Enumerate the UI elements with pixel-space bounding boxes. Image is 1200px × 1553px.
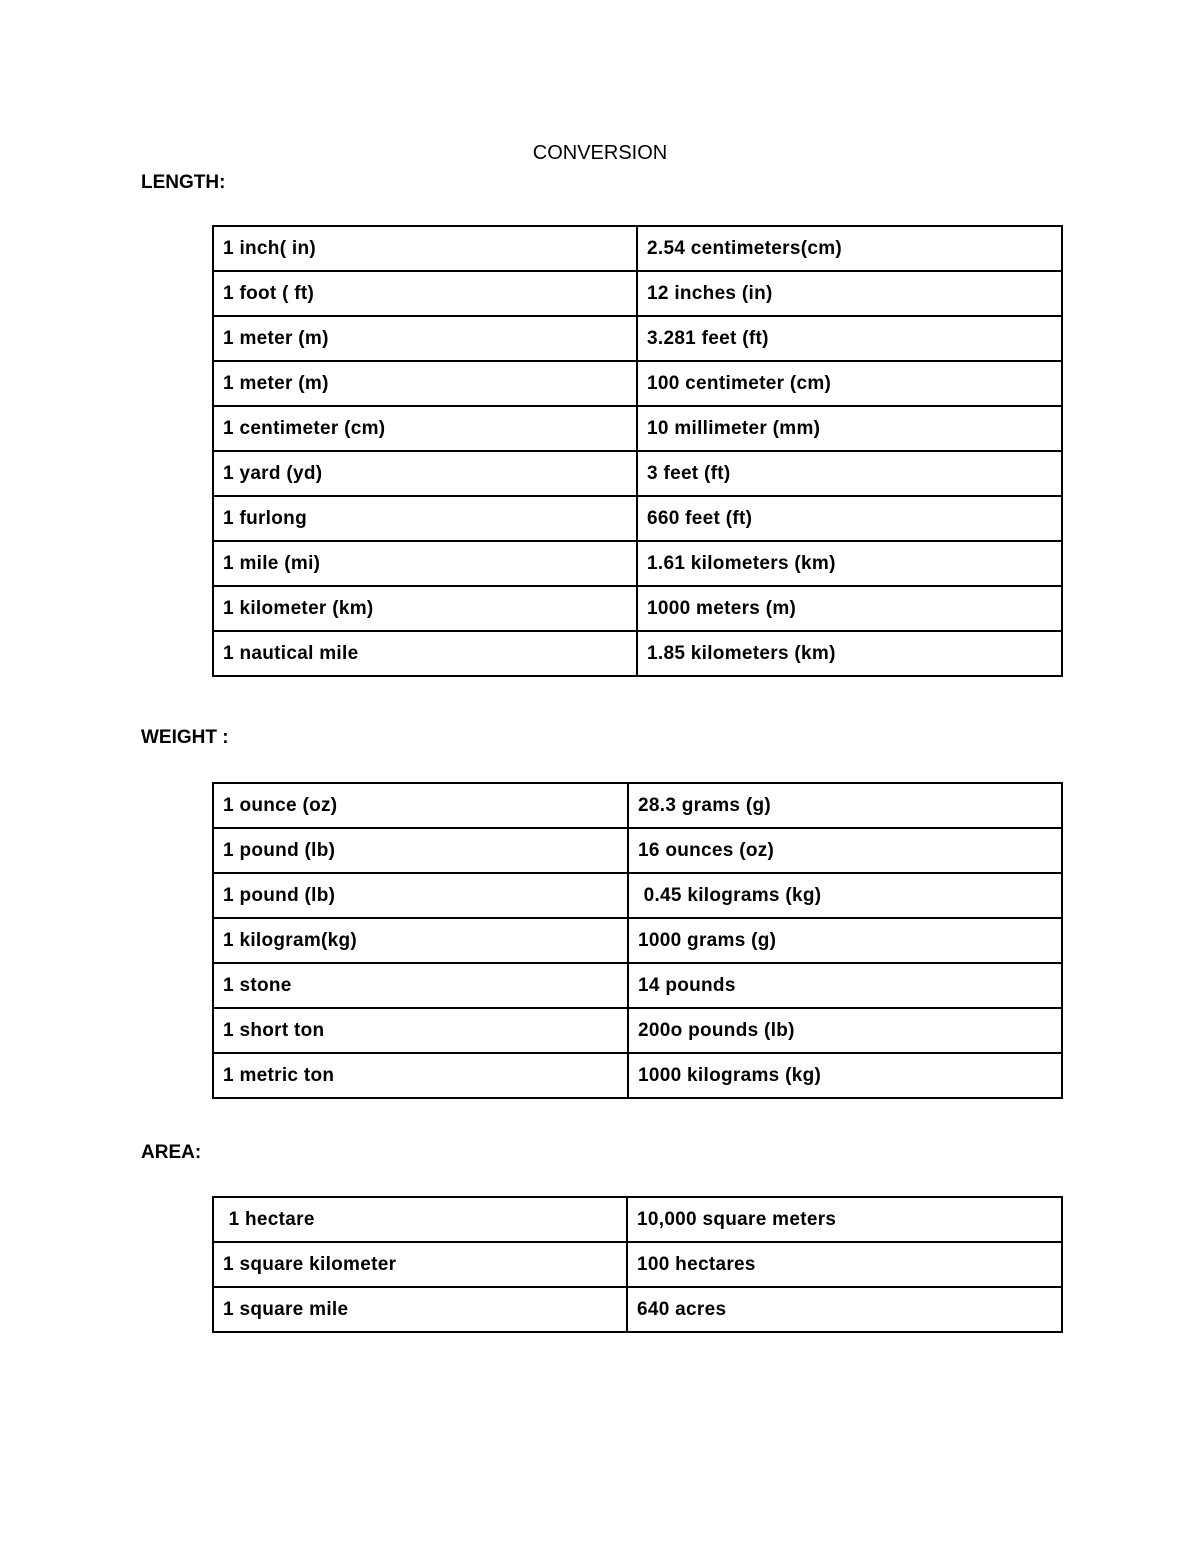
length-to-cell: 2.54 centimeters(cm) [637, 226, 1062, 271]
length-to-cell: 1000 meters (m) [637, 586, 1062, 631]
length-to-cell: 3 feet (ft) [637, 451, 1062, 496]
length-from-cell: 1 mile (mi) [213, 541, 637, 586]
table-row [213, 1242, 1062, 1287]
weight-table [212, 782, 1063, 1099]
weight-from-cell: 1 ounce (oz) [213, 783, 628, 828]
length-from-cell: 1 centimeter (cm) [213, 406, 637, 451]
weight-to-cell: 28.3 grams (g) [628, 783, 1062, 828]
weight-heading: WEIGHT : [141, 727, 229, 748]
area-to-cell: 100 hectares [627, 1242, 1062, 1287]
length-to-cell: 1.85 kilometers (km) [637, 631, 1062, 676]
length-from-cell: 1 meter (m) [213, 361, 637, 406]
table-row [213, 1053, 1062, 1098]
table-row [213, 873, 1062, 918]
table-row [213, 1197, 1062, 1242]
table-row [213, 226, 1062, 271]
table-row [213, 963, 1062, 1008]
weight-to-cell: 200o pounds (lb) [628, 1008, 1062, 1053]
table-row [213, 918, 1062, 963]
length-to-cell: 12 inches (in) [637, 271, 1062, 316]
length-from-cell: 1 kilometer (km) [213, 586, 637, 631]
table-row [213, 1287, 1062, 1332]
area-to-cell: 10,000 square meters [627, 1197, 1062, 1242]
table-row [213, 586, 1062, 631]
area-heading: AREA: [141, 1142, 202, 1163]
table-row [213, 541, 1062, 586]
weight-from-cell: 1 metric ton [213, 1053, 628, 1098]
weight-from-cell: 1 pound (lb) [213, 873, 628, 918]
table-row [213, 631, 1062, 676]
length-from-cell: 1 inch( in) [213, 226, 637, 271]
weight-to-cell: 14 pounds [628, 963, 1062, 1008]
table-row [213, 828, 1062, 873]
length-to-cell: 660 feet (ft) [637, 496, 1062, 541]
weight-to-cell: 16 ounces (oz) [628, 828, 1062, 873]
weight-to-cell: 0.45 kilograms (kg) [628, 873, 1062, 918]
weight-from-cell: 1 stone [213, 963, 628, 1008]
area-from-cell: 1 square mile [213, 1287, 627, 1332]
length-to-cell: 10 millimeter (mm) [637, 406, 1062, 451]
length-from-cell: 1 nautical mile [213, 631, 637, 676]
table-row [213, 451, 1062, 496]
table-row [213, 361, 1062, 406]
length-from-cell: 1 furlong [213, 496, 637, 541]
weight-to-cell: 1000 kilograms (kg) [628, 1053, 1062, 1098]
weight-from-cell: 1 kilogram(kg) [213, 918, 628, 963]
area-table [212, 1196, 1063, 1333]
length-from-cell: 1 meter (m) [213, 316, 637, 361]
area-from-cell: 1 hectare [213, 1197, 627, 1242]
area-from-cell: 1 square kilometer [213, 1242, 627, 1287]
table-row [213, 316, 1062, 361]
table-row [213, 783, 1062, 828]
weight-from-cell: 1 pound (lb) [213, 828, 628, 873]
table-row [213, 406, 1062, 451]
area-to-cell: 640 acres [627, 1287, 1062, 1332]
length-to-cell: 100 centimeter (cm) [637, 361, 1062, 406]
table-row [213, 496, 1062, 541]
length-from-cell: 1 yard (yd) [213, 451, 637, 496]
length-table [212, 225, 1063, 677]
length-heading: LENGTH: [141, 172, 226, 193]
length-from-cell: 1 foot ( ft) [213, 271, 637, 316]
document-title: CONVERSION [532, 142, 668, 164]
length-to-cell: 1.61 kilometers (km) [637, 541, 1062, 586]
table-row [213, 1008, 1062, 1053]
weight-to-cell: 1000 grams (g) [628, 918, 1062, 963]
table-row [213, 271, 1062, 316]
weight-from-cell: 1 short ton [213, 1008, 628, 1053]
length-to-cell: 3.281 feet (ft) [637, 316, 1062, 361]
